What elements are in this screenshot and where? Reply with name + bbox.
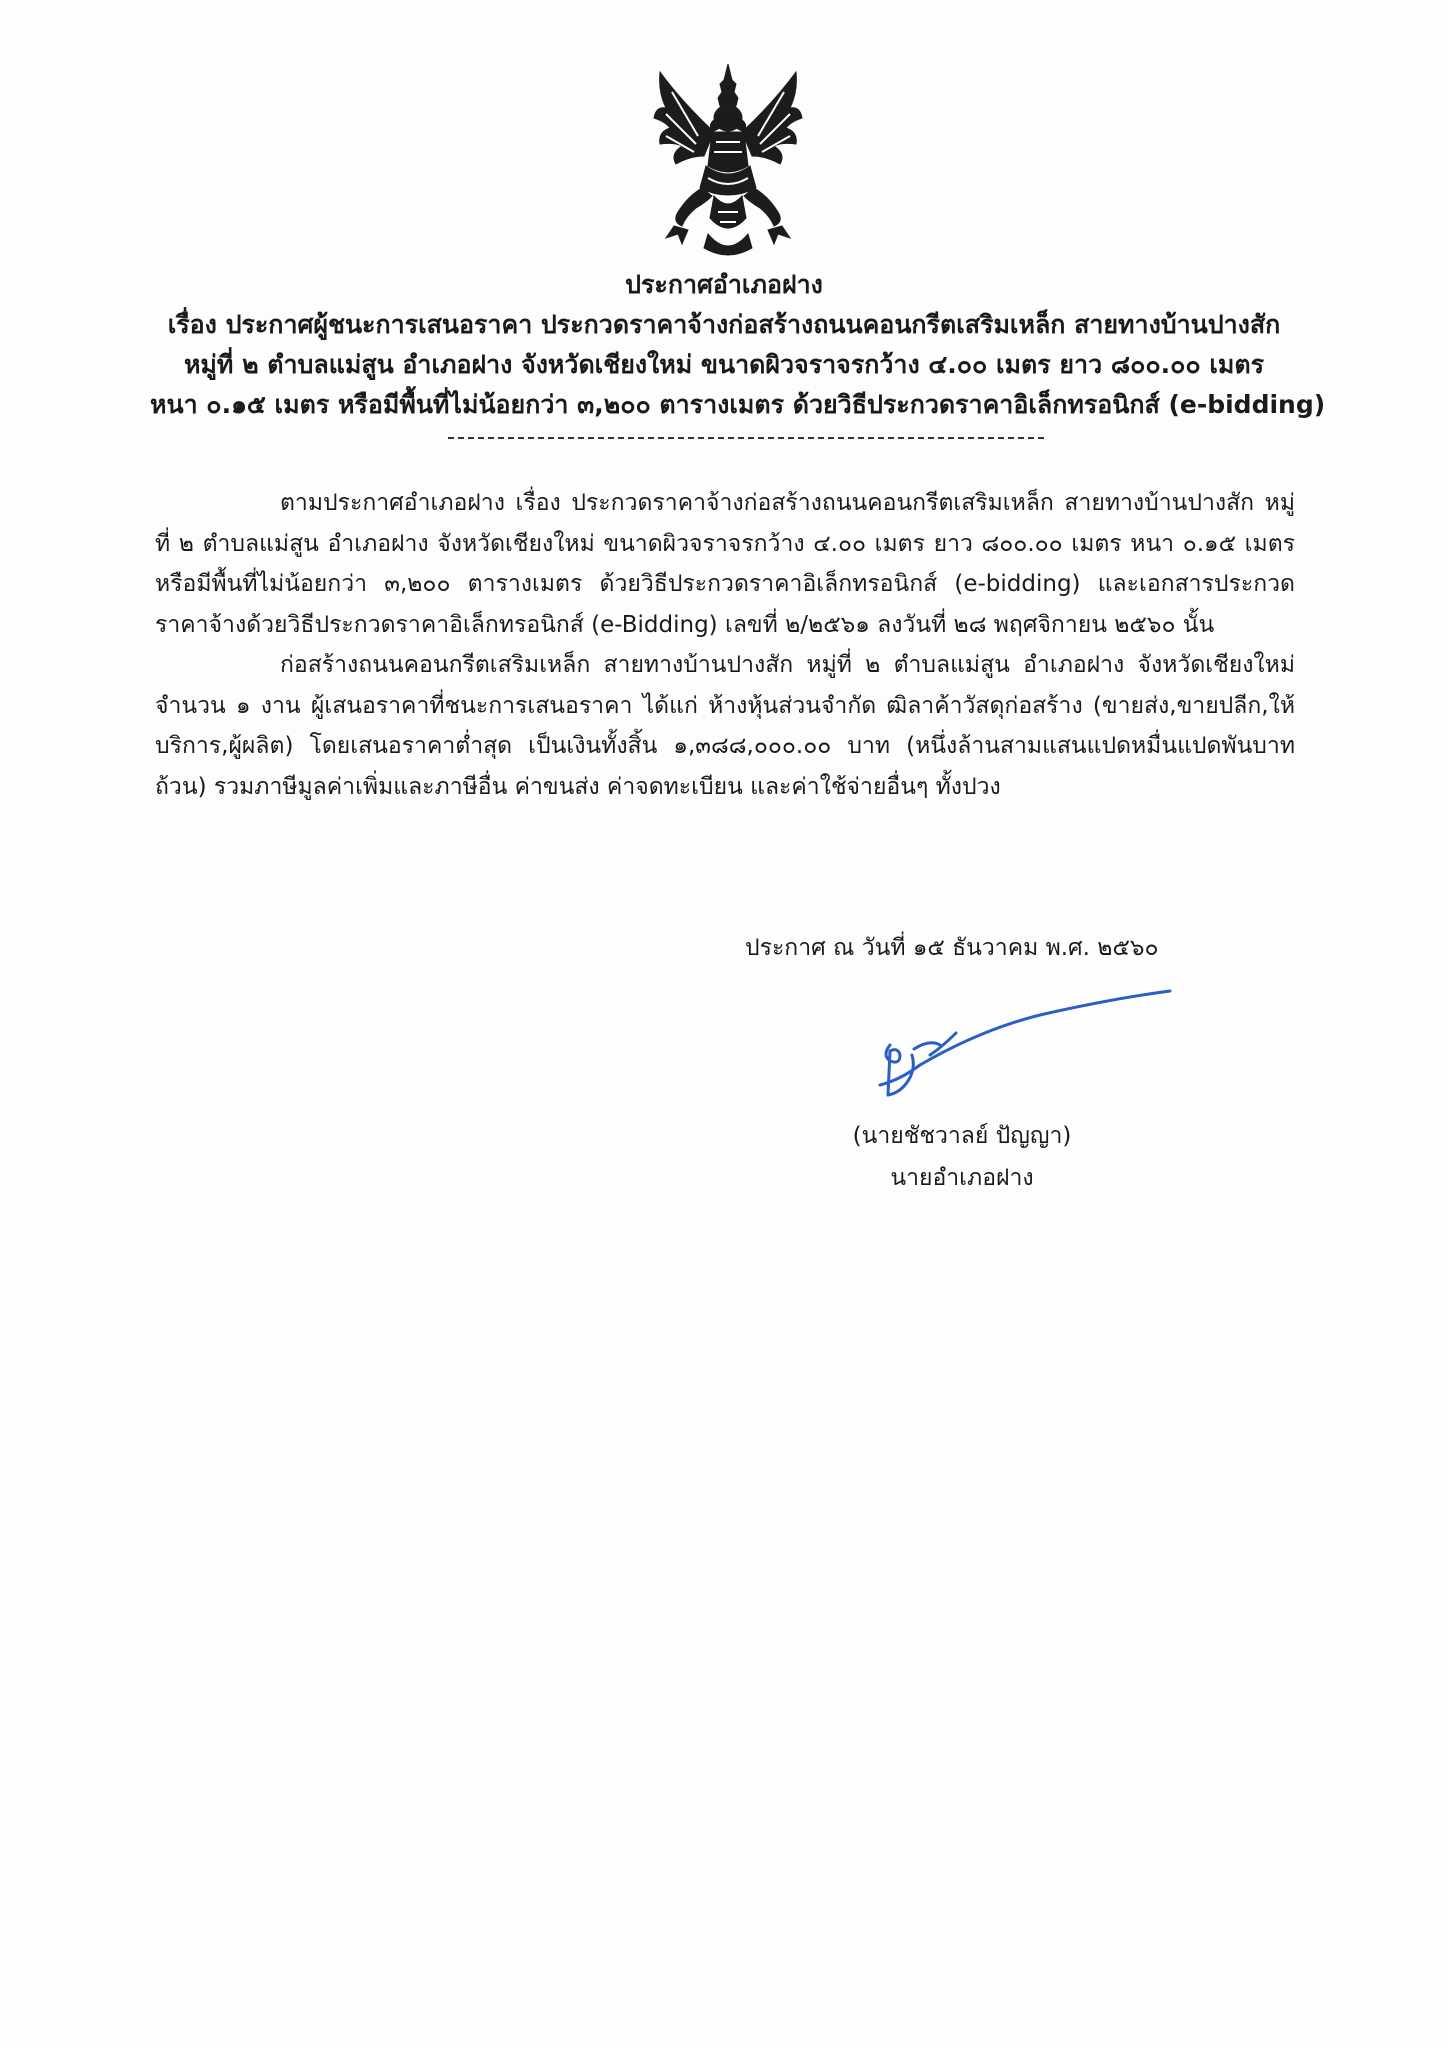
subject-line-1: เรื่อง ประกาศผู้ชนะการเสนอราคา ประกวดราคาจ้างก่อสร้างถนนคอนกรีตเสริมเหล็ก สายทางบ้านปางสัก <box>167 310 1281 339</box>
agency-title: ประกาศอำเภอฝาง <box>625 270 823 299</box>
signer-name: (นายชัชวาลย์ ปัญญา) <box>852 1123 1072 1149</box>
garuda-emblem-icon <box>652 62 804 262</box>
signer-title: นายอำเภอฝาง <box>890 1165 1034 1191</box>
announcement-header <box>150 265 1326 425</box>
subject-line-2: หมู่ที่ ๒ ตำบลแม่สูน อำเภอฝาง จังหวัดเชียงใหม่ ขนาดผิวจราจรกว้าง ๔.๐๐ เมตร ยาว ๘๐๐.๐๐ เมตร <box>183 350 1265 379</box>
body-paragraph-2: ก่อสร้างถนนคอนกรีตเสริมเหล็ก สายทางบ้านปางสัก หมู่ที่ ๒ ตำบลแม่สูน อำเภอฝาง จังหวัดเชียงใหม่ จำนวน ๑ งาน ผู้เสนอราคาที่ชนะการเสนอราคา ได้แก่ ห้างหุ้นส่วนจำกัด ฒิลาค้าวัสดุก่อสร้าง (ขายส่ง,ขายปลีก,ให้บริการ,ผู้ผลิต) โดยเสนอราคาต่ำสุด เป็นเงินทั้งสิ้น ๑,๓๘๘,๐๐๐.๐๐ บาท (หนึ่งล้านสามแสนแปดหมื่นแปดพันบาทถ้วน) รวมภาษีมูลค่าเพิ่มและภาษีอื่น ค่าขนส่ง ค่าจดทะเบียน และค่าใช้จ่ายอื่นๆ ทั้งปวง <box>155 652 1295 800</box>
announcement-body <box>155 483 1295 807</box>
body-paragraph-1: ตามประกาศอำเภอฝาง เรื่อง ประกวดราคาจ้างก่อสร้างถนนคอนกรีตเสริมเหล็ก สายทางบ้านปางสัก หมู่ที่ ๒ ตำบลแม่สูน อำเภอฝาง จังหวัดเชียงใหม่ ขนาดผิวจราจรกว้าง ๔.๐๐ เมตร ยาว ๘๐๐.๐๐ เมตร หนา ๐.๑๕ เมตร หรือมีพื้นที่ไม่น้อยกว่า ๓,๒๐๐ ตารางเมตร ด้วยวิธีประกวดราคาอิเล็กทรอนิกส์ (e-bidding) และเอกสารประกวดราคาจ้างด้วยวิธีประกวดราคาอิเล็กทรอนิกส์ (e-Bidding) เลขที่ ๒/๒๕๖๑ ลงวันที่ ๒๘ พฤศจิกายน ๒๕๖๐ นั้น <box>155 490 1295 638</box>
header-divider <box>448 437 1044 439</box>
announcement-date: ประกาศ ณ วันที่ ๑๕ ธันวาคม พ.ศ. ๒๕๖๐ <box>745 935 1159 961</box>
subject-line-3: หนา ๐.๑๕ เมตร หรือมีพื้นที่ไม่น้อยกว่า ๓,๒๐๐ ตารางเมตร ด้วยวิธีประกวดราคาอิเล็กทรอนิกส์ (e-bidding) <box>150 390 1326 419</box>
handwritten-signature <box>860 985 1180 1115</box>
